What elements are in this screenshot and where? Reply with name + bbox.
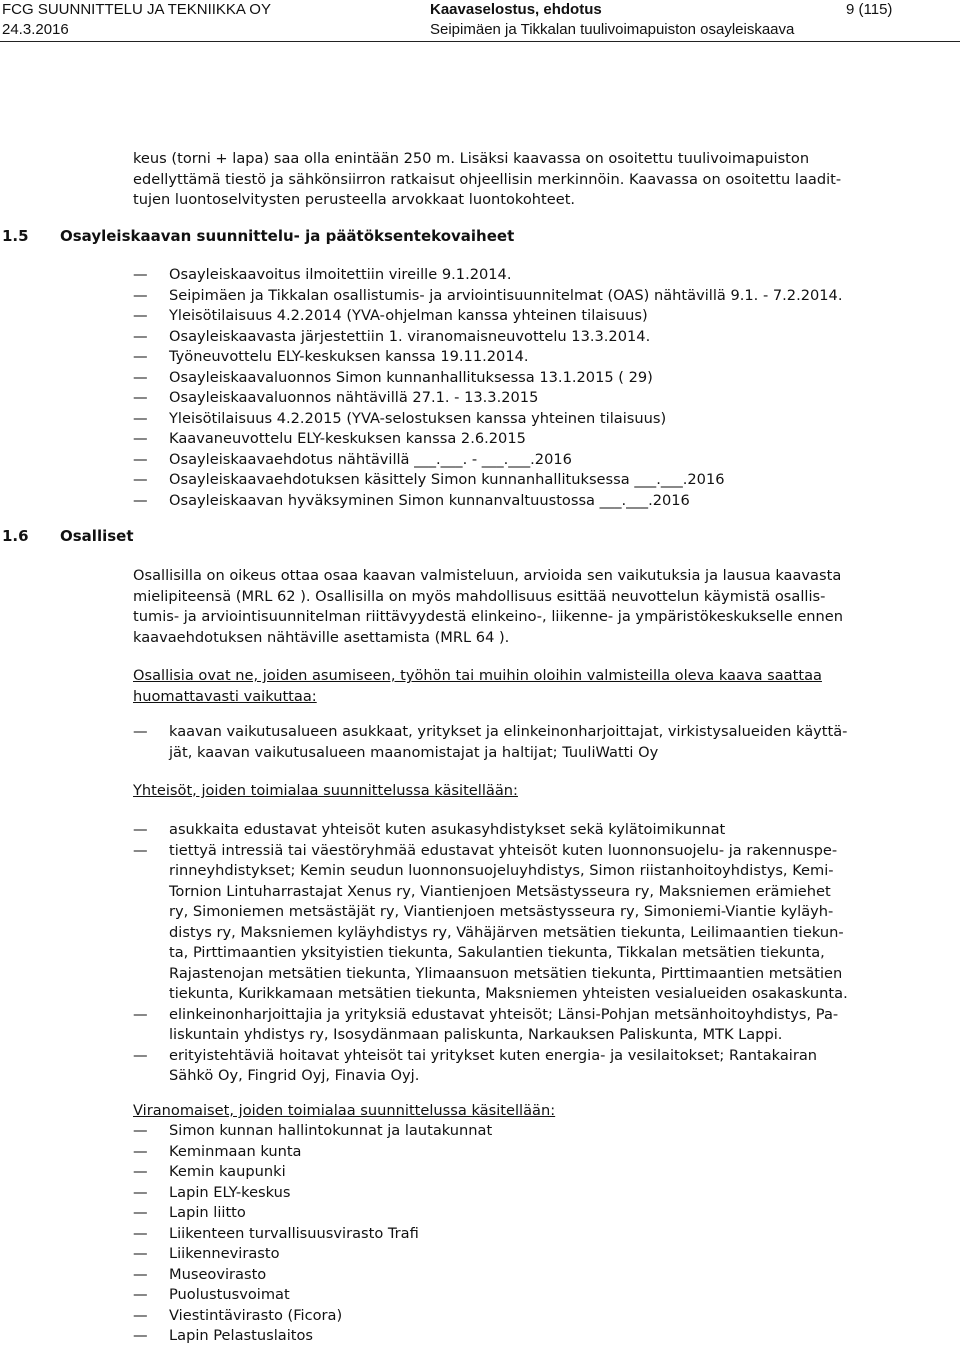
list-item: — Seipimäen ja Tikkalan osallistumis- ja arviointisuunnitelmat (OAS) nähtävillä 9.1. - 7.2.2014. bbox=[133, 286, 953, 307]
header-page-number: 9 (115) bbox=[846, 1, 893, 18]
affected-parties-list bbox=[133, 722, 953, 763]
list-item: — Lapin Pelastuslaitos bbox=[133, 1326, 953, 1347]
list-item bbox=[133, 1046, 953, 1087]
header-company: FCG SUUNNITTELU JA TEKNIIKKA OY bbox=[2, 1, 271, 18]
intro-line: keus (torni + lapa) saa olla enintään 250 m. Lisäksi kaavassa on osoitettu tuulivoimapuiston bbox=[133, 150, 810, 167]
list-item: — Osayleiskaavaluonnos nähtävillä 27.1. - 13.3.2015 bbox=[133, 388, 953, 409]
list-item: — Simon kunnan hallintokunnat ja lautakunnat bbox=[133, 1121, 953, 1142]
list-item-line: tiekunta, Kurikkamaan metsätien tiekunta, Maksniemen yhteisten vesialueiden osakaskunta. bbox=[169, 985, 848, 1002]
paragraph-line: mielipiteensä (MRL 62 ). Osallisilla on myös mahdollisuus esittää neuvottelun käymistä osallis- bbox=[133, 587, 826, 605]
list-item: — Osayleiskaavasta järjestettiin 1. viranomaisneuvottelu 13.3.2014. bbox=[133, 327, 953, 348]
affected-parties-heading bbox=[133, 666, 953, 707]
list-item: — Osayleiskaavan hyväksyminen Simon kunnanvaltuustossa ___.___.2016 bbox=[133, 491, 953, 512]
paragraph-line: Osallisilla on oikeus ottaa osaa kaavan valmisteluun, arvioida sen vaikutuksia ja lausua kaavasta bbox=[133, 567, 842, 584]
list-item bbox=[133, 1005, 953, 1046]
list-item: — Kemin kaupunki bbox=[133, 1162, 953, 1183]
list-item-line: jät, kaavan vaikutusalueen maanomistajat ja haltijat; TuuliWatti Oy bbox=[169, 743, 659, 761]
communities-list bbox=[133, 820, 953, 1087]
heading-line: huomattavasti vaikuttaa: bbox=[133, 687, 317, 705]
header-divider bbox=[0, 41, 960, 42]
list-item-line: Tornion Lintuharrastajat Xenus ry, Viantienjoen Metsästysseura ry, Maksniemen erämiehet bbox=[169, 882, 831, 900]
stakeholders-paragraph bbox=[133, 566, 953, 648]
list-item-line: rinneyhdistykset; Kemin seudun luonnonsuojeluyhdistys, Simon riistanhoitoyhdistys, Kemi- bbox=[169, 862, 834, 879]
section-1-5-title: Osayleiskaavan suunnittelu- ja päätöksentekovaiheet bbox=[60, 227, 515, 245]
list-item-line: — elinkeinonharjoittajia ja yrityksiä edustavat yhteisöt; Länsi-Pohjan metsänhoitoyhdistys, Pa- bbox=[169, 1005, 839, 1023]
list-item: — Osayleiskaavaehdotus nähtävillä ___.___. - ___.___.2016 bbox=[133, 450, 953, 471]
list-item-line: Rajastenojan metsätien tiekunta, Ylimaansuon metsätien tiekunta, Pirttimaantien metsätien bbox=[169, 964, 843, 982]
section-1-6-number: 1.6 bbox=[2, 527, 29, 545]
paragraph-line: tumis- ja arviointisuunnitelman riittävyydestä elinkeino-, liikenne- ja ympäristökeskukselle ennen bbox=[133, 608, 844, 625]
list-item-line: Sähkö Oy, Fingrid Oyj, Finavia Oyj. bbox=[169, 1067, 420, 1084]
authorities-heading: Viranomaiset, joiden toimialaa suunnittelussa käsitellään: bbox=[133, 1102, 556, 1119]
list-item-line: — tiettyä intressiä tai väestöryhmää edustavat yhteisöt kuten luonnonsuojelu- ja rakennuspe- bbox=[169, 841, 838, 859]
list-item: — Keminmaan kunta bbox=[133, 1142, 953, 1163]
section-1-5-number: 1.5 bbox=[2, 227, 29, 245]
list-item-line: — kaavan vaikutusalueen asukkaat, yritykset ja elinkeinonharjoittajat, virkistysalueiden käyttä- bbox=[169, 723, 848, 740]
list-item-line: liskuntain yhdistys ry, Isosydänmaan paliskunta, Narkauksen Paliskunta, MTK Lappi. bbox=[169, 1026, 783, 1043]
list-item: — Yleisötilaisuus 4.2.2015 (YVA-selostuksen kanssa yhteinen tilaisuus) bbox=[133, 409, 953, 430]
header-date: 24.3.2016 bbox=[2, 21, 69, 38]
list-item bbox=[133, 820, 953, 841]
list-item: — Työneuvottelu ELY-keskuksen kanssa 19.11.2014. bbox=[133, 347, 953, 368]
paragraph-line: kaavaehdotuksen nähtäville asettamista (MRL 64 ). bbox=[133, 628, 510, 646]
list-item: — Yleisötilaisuus 4.2.2014 (YVA-ohjelman kanssa yhteinen tilaisuus) bbox=[133, 306, 953, 327]
list-item: — Osayleiskaavaehdotuksen käsittely Simon kunnanhallituksessa ___.___.2016 bbox=[133, 470, 953, 491]
communities-heading: Yhteisöt, joiden toimialaa suunnittelussa käsitellään: bbox=[133, 782, 518, 799]
list-item: — Viestintävirasto (Ficora) bbox=[133, 1306, 953, 1327]
list-item: — Museovirasto bbox=[133, 1265, 953, 1286]
list-item-line: — erityistehtäviä hoitavat yhteisöt tai yritykset kuten energia- ja vesilaitokset; Rantakairan bbox=[169, 1046, 818, 1064]
heading-line: Osallisia ovat ne, joiden asumiseen, työhön tai muihin oloihin valmisteilla oleva kaava saattaa bbox=[133, 667, 822, 684]
authorities-list bbox=[133, 1121, 953, 1347]
header-project: Seipimäen ja Tikkalan tuulivoimapuiston osayleiskaava bbox=[430, 21, 795, 38]
list-item-line: distys ry, Maksniemen kyläyhdistys ry, Vähäjärven metsätien tiekunta, Leilimaantien tiekun- bbox=[169, 923, 844, 941]
list-item: — Liikennevirasto bbox=[133, 1244, 953, 1265]
header-doc-type: Kaavaselostus, ehdotus bbox=[430, 1, 602, 18]
list-item: — Osayleiskaavaluonnos Simon kunnanhallituksessa 13.1.2015 ( 29) bbox=[133, 368, 953, 389]
process-stage-list bbox=[133, 265, 953, 511]
list-item: — Osayleiskaavoitus ilmoitettiin vireille 9.1.2014. bbox=[133, 265, 953, 286]
list-item bbox=[133, 722, 953, 763]
list-item-line: — asukkaita edustavat yhteisöt kuten asukasyhdistykset sekä kylätoimikunnat bbox=[169, 821, 726, 838]
list-item: — Lapin liitto bbox=[133, 1203, 953, 1224]
list-item: — Puolustusvoimat bbox=[133, 1285, 953, 1306]
intro-line: tujen luontoselvitysten perusteella arvokkaat luontokohteet. bbox=[133, 191, 576, 208]
list-item bbox=[133, 841, 953, 1005]
intro-paragraph bbox=[133, 149, 953, 211]
list-item-line: ta, Pirttimaantien yksityistien tiekunta, Sakulantien tiekunta, Tikkalan metsätien tiekunta, bbox=[169, 944, 825, 961]
list-item: — Lapin ELY-keskus bbox=[133, 1183, 953, 1204]
intro-line: edellyttämä tiestö ja sähkönsiirron ratkaisut ohjeellisin merkinnöin. Kaavassa on osoitettu laadit- bbox=[133, 170, 842, 188]
section-1-6-title: Osalliset bbox=[60, 527, 134, 545]
list-item: — Liikenteen turvallisuusvirasto Trafi bbox=[133, 1224, 953, 1245]
list-item: — Kaavaneuvottelu ELY-keskuksen kanssa 2.6.2015 bbox=[133, 429, 953, 450]
list-item-line: ry, Simoniemen metsästäjät ry, Viantienjoen metsästysseura ry, Simoniemi-Viantie kyläyh- bbox=[169, 903, 834, 920]
